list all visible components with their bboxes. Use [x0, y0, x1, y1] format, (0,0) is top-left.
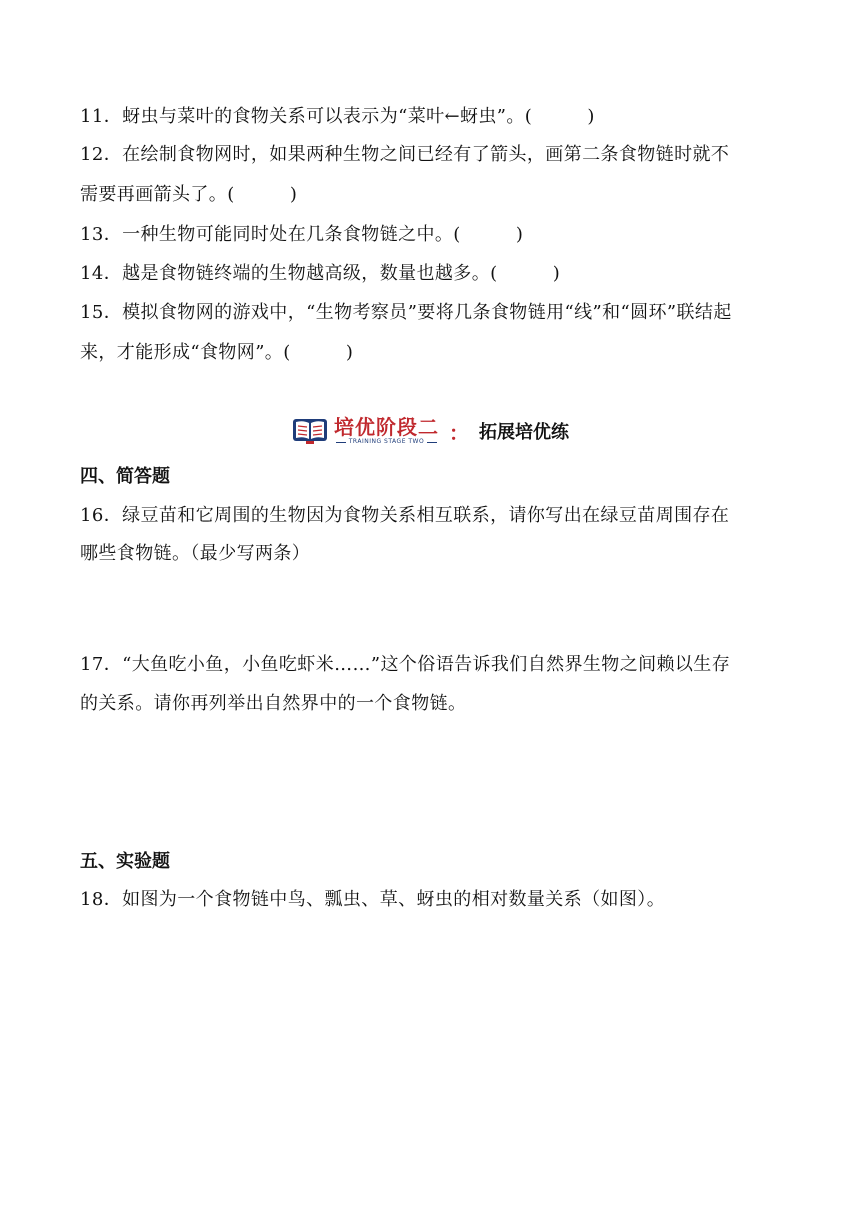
question-12-line-2: 需要再画箭头了。( )	[80, 184, 298, 205]
stage-colon: ：	[449, 420, 469, 445]
stage-title: 培优阶段二	[334, 415, 439, 439]
question-13: 13．一种生物可能同时处在几条食物链之中。( )	[80, 224, 524, 245]
stage-subtitle: TRAINING STAGE TWO	[348, 438, 425, 445]
question-17-line-2: 的关系。请你再列举出自然界中的一个食物链。	[80, 693, 467, 714]
question-12-line-1: 12．在绘制食物网时，如果两种生物之间已经有了箭头，画第二条食物链时就不	[80, 144, 730, 165]
stage-banner	[292, 414, 569, 448]
stage-subtitle-row	[336, 438, 437, 446]
stage-title-block	[334, 416, 439, 446]
section-4-heading: 四、简答题	[80, 466, 170, 487]
section-5-heading: 五、实验题	[80, 851, 170, 872]
divider	[427, 442, 437, 443]
divider	[336, 442, 346, 443]
book-icon	[292, 416, 328, 446]
question-16-line-2: 哪些食物链。（最少写两条）	[80, 543, 311, 564]
stage-label: 拓展培优练	[479, 422, 569, 443]
question-15-line-2: 来，才能形成“食物网”。( )	[80, 342, 354, 363]
question-14: 14．越是食物链终端的生物越高级，数量也越多。( )	[80, 263, 561, 284]
question-11: 11．蚜虫与菜叶的食物关系可以表示为“菜叶←蚜虫”。( )	[80, 106, 595, 127]
question-17-line-1: 17．“大鱼吃小鱼，小鱼吃虾米……”这个俗语告诉我们自然界生物之间赖以生存	[80, 654, 731, 675]
question-16-line-1: 16．绿豆苗和它周围的生物因为食物关系相互联系，请你写出在绿豆苗周围存在	[80, 505, 730, 526]
question-15-line-1: 15．模拟食物网的游戏中，“生物考察员”要将几条食物链用“线”和“圆环”联结起	[80, 302, 732, 323]
question-18: 18．如图为一个食物链中鸟、瓢虫、草、蚜虫的相对数量关系（如图）。	[80, 889, 666, 910]
